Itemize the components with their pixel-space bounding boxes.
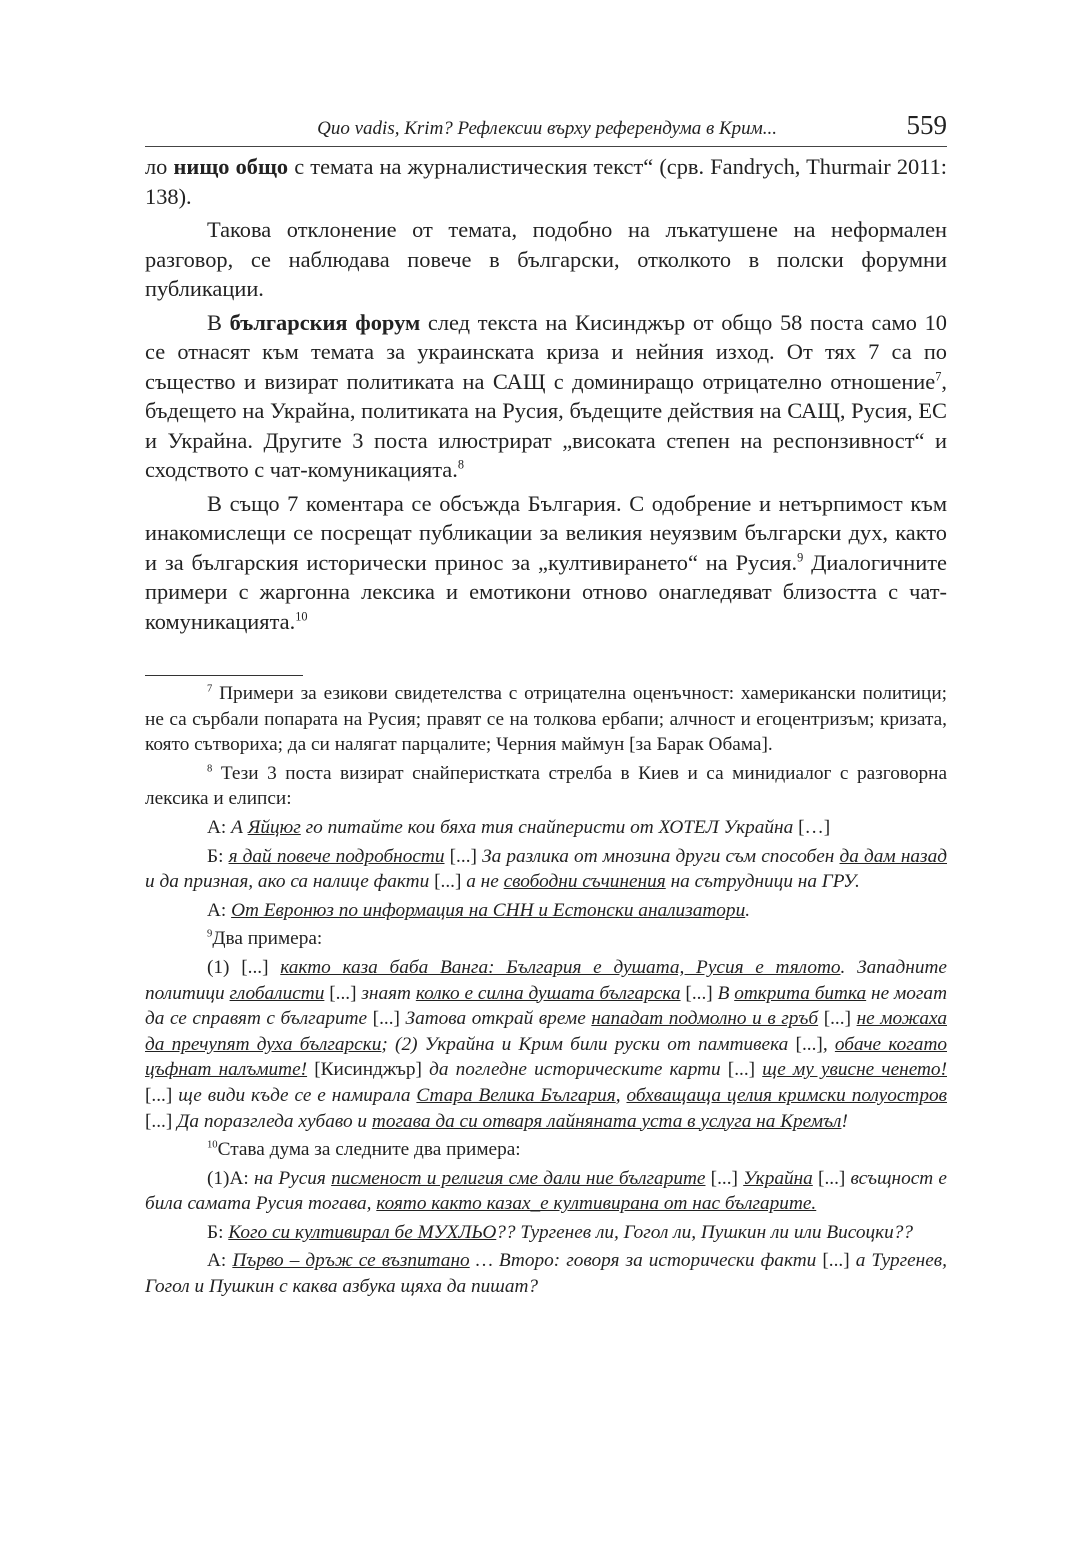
footnote-ref: 7 (935, 369, 942, 384)
footnote-10-line-b1: Б: Кого си култивирал бе МУХЛЬО?? Тургенев ли, Гогол ли, Пушкин ли или Висоцки?? (207, 1221, 914, 1243)
main-text (145, 152, 947, 636)
footnote-ref: 9 (797, 550, 804, 565)
footnote-10-line-a2: А: Първо – дръж се възпитано … Второ: говоря за исторически факти [...] а Тургенев, Гогол и Пушкин с каква азбука щяха да пишат? (145, 1250, 947, 1298)
bold-phrase: нищо общо (173, 154, 289, 179)
footnote-10-line-a1: (1)А: на Русия писменост и религия сме дали ние българите [...] Украйна [...] всъщност е била самата Русия тогава, която както казах_е култивирана от нас българите. (145, 1167, 947, 1215)
bold-phrase: българския форум (229, 309, 421, 335)
footnote-divider (145, 675, 303, 676)
footnote-9: $^9$Два примера: (207, 928, 323, 950)
running-title: Quo vadis, Krim? Рефлексии върху референдума в Крим... (317, 118, 777, 139)
paragraph-2: Такова отклонение от темата, подобно на лъкатушене на неформален разговор, се наблюдава повече в български, отколкото в полски форумни публикации. (145, 217, 947, 301)
footnote-9-examples: (1) [...] както каза баба Ванга: България е душата, Русия е тялото. Западните политици глобалисти [...] знаят колко е силна душата българска [...] В открита битка не могат да се справят с българите [...] Затова открай време нападат подмолно и в гръб [...] не можаха да пречупят духа български; (2) Украйна и Крим били руски от памтивека [...], обаче когато цъфнат налъмите! [Кисинджър] да погледне историческите карти [...] ще му увисне ченето! [...] ще види къде се е намирала Стара Велика България, обхващаща целия кримски полуостров [...] Да поразгледа хубаво и тогава да си отваря лайняната уста в услуга на Кремъл! (145, 956, 948, 1132)
footnote-ref: 8 (457, 457, 464, 472)
paragraph-3: В българския форум след текста на Кисинджър от общо 58 поста само 10 се отнасят към темата за украинската криза и нейния изход. От тях 7 са по същество и визират политиката на САЩ с доминиращо отрицателно отношение$^7$, бъдещето на Украйна, политиката на Русия, бъдещите действия на САЩ, Русия, ЕС и Украйна. Другите 3 поста илюстрират „високата степен на респонзивност“ и сходството с чат-комуникацията.$^8$ (145, 309, 947, 482)
paragraph-4: В също 7 коментара се обсъжда България. С одобрение и нетърпимост към инакомислещи се посрещат публикации за великия неуязвим български дух, както и за българския исторически принос за „култивирането“ на Русия.$^9$ Диалогичните примери с жаргонна лексика и емотикони отново онагледяват близостта с чат-комуникацията.$^{10}$ (145, 490, 947, 634)
footnote-ref: 10 (295, 609, 308, 624)
footnotes (145, 681, 947, 1303)
running-header (145, 110, 947, 147)
page-number: 559 (906, 110, 947, 140)
paragraph-1: ло нищо общо с темата на журналистическия текст“ (срв. Fandrych, Thurmair 2011: 138). (145, 154, 947, 209)
footnote-8-line-a2: А: От Евронюз по информация на СНН и Естонски анализатори. (207, 899, 751, 921)
footnote-8: $^8$ Тези 3 поста визират снайперистката стрелба в Киев и са минидиалог с разговорна лексика и елипси: (145, 762, 947, 810)
footnote-7: $^7$ Примери за езикови свидетелства с отрицателна оценъчност: хамерикански политици; не са сърбали попарата на Русия; правят се на толкова ербапи; алчност и егоцентризъм; кризата, която сътвориха; да си налягат парцалите; Черния маймун [за Барак Обама]. (145, 683, 947, 756)
footnote-8-line-b1: Б: я дай повече подробности [...] За разлика от мнозина други съм способен да дам назад и да призная, ако са налице факти [...] а не свободни съчинения на сътрудници на ГРУ. (145, 845, 947, 893)
footnote-10: $^{10}$Става дума за следните два примера: (207, 1139, 521, 1161)
footnote-8-line-a1: А: А Яйцюг го питайте кои бяха тия снайперисти от ХОТЕЛ Украйна […] (207, 816, 831, 838)
